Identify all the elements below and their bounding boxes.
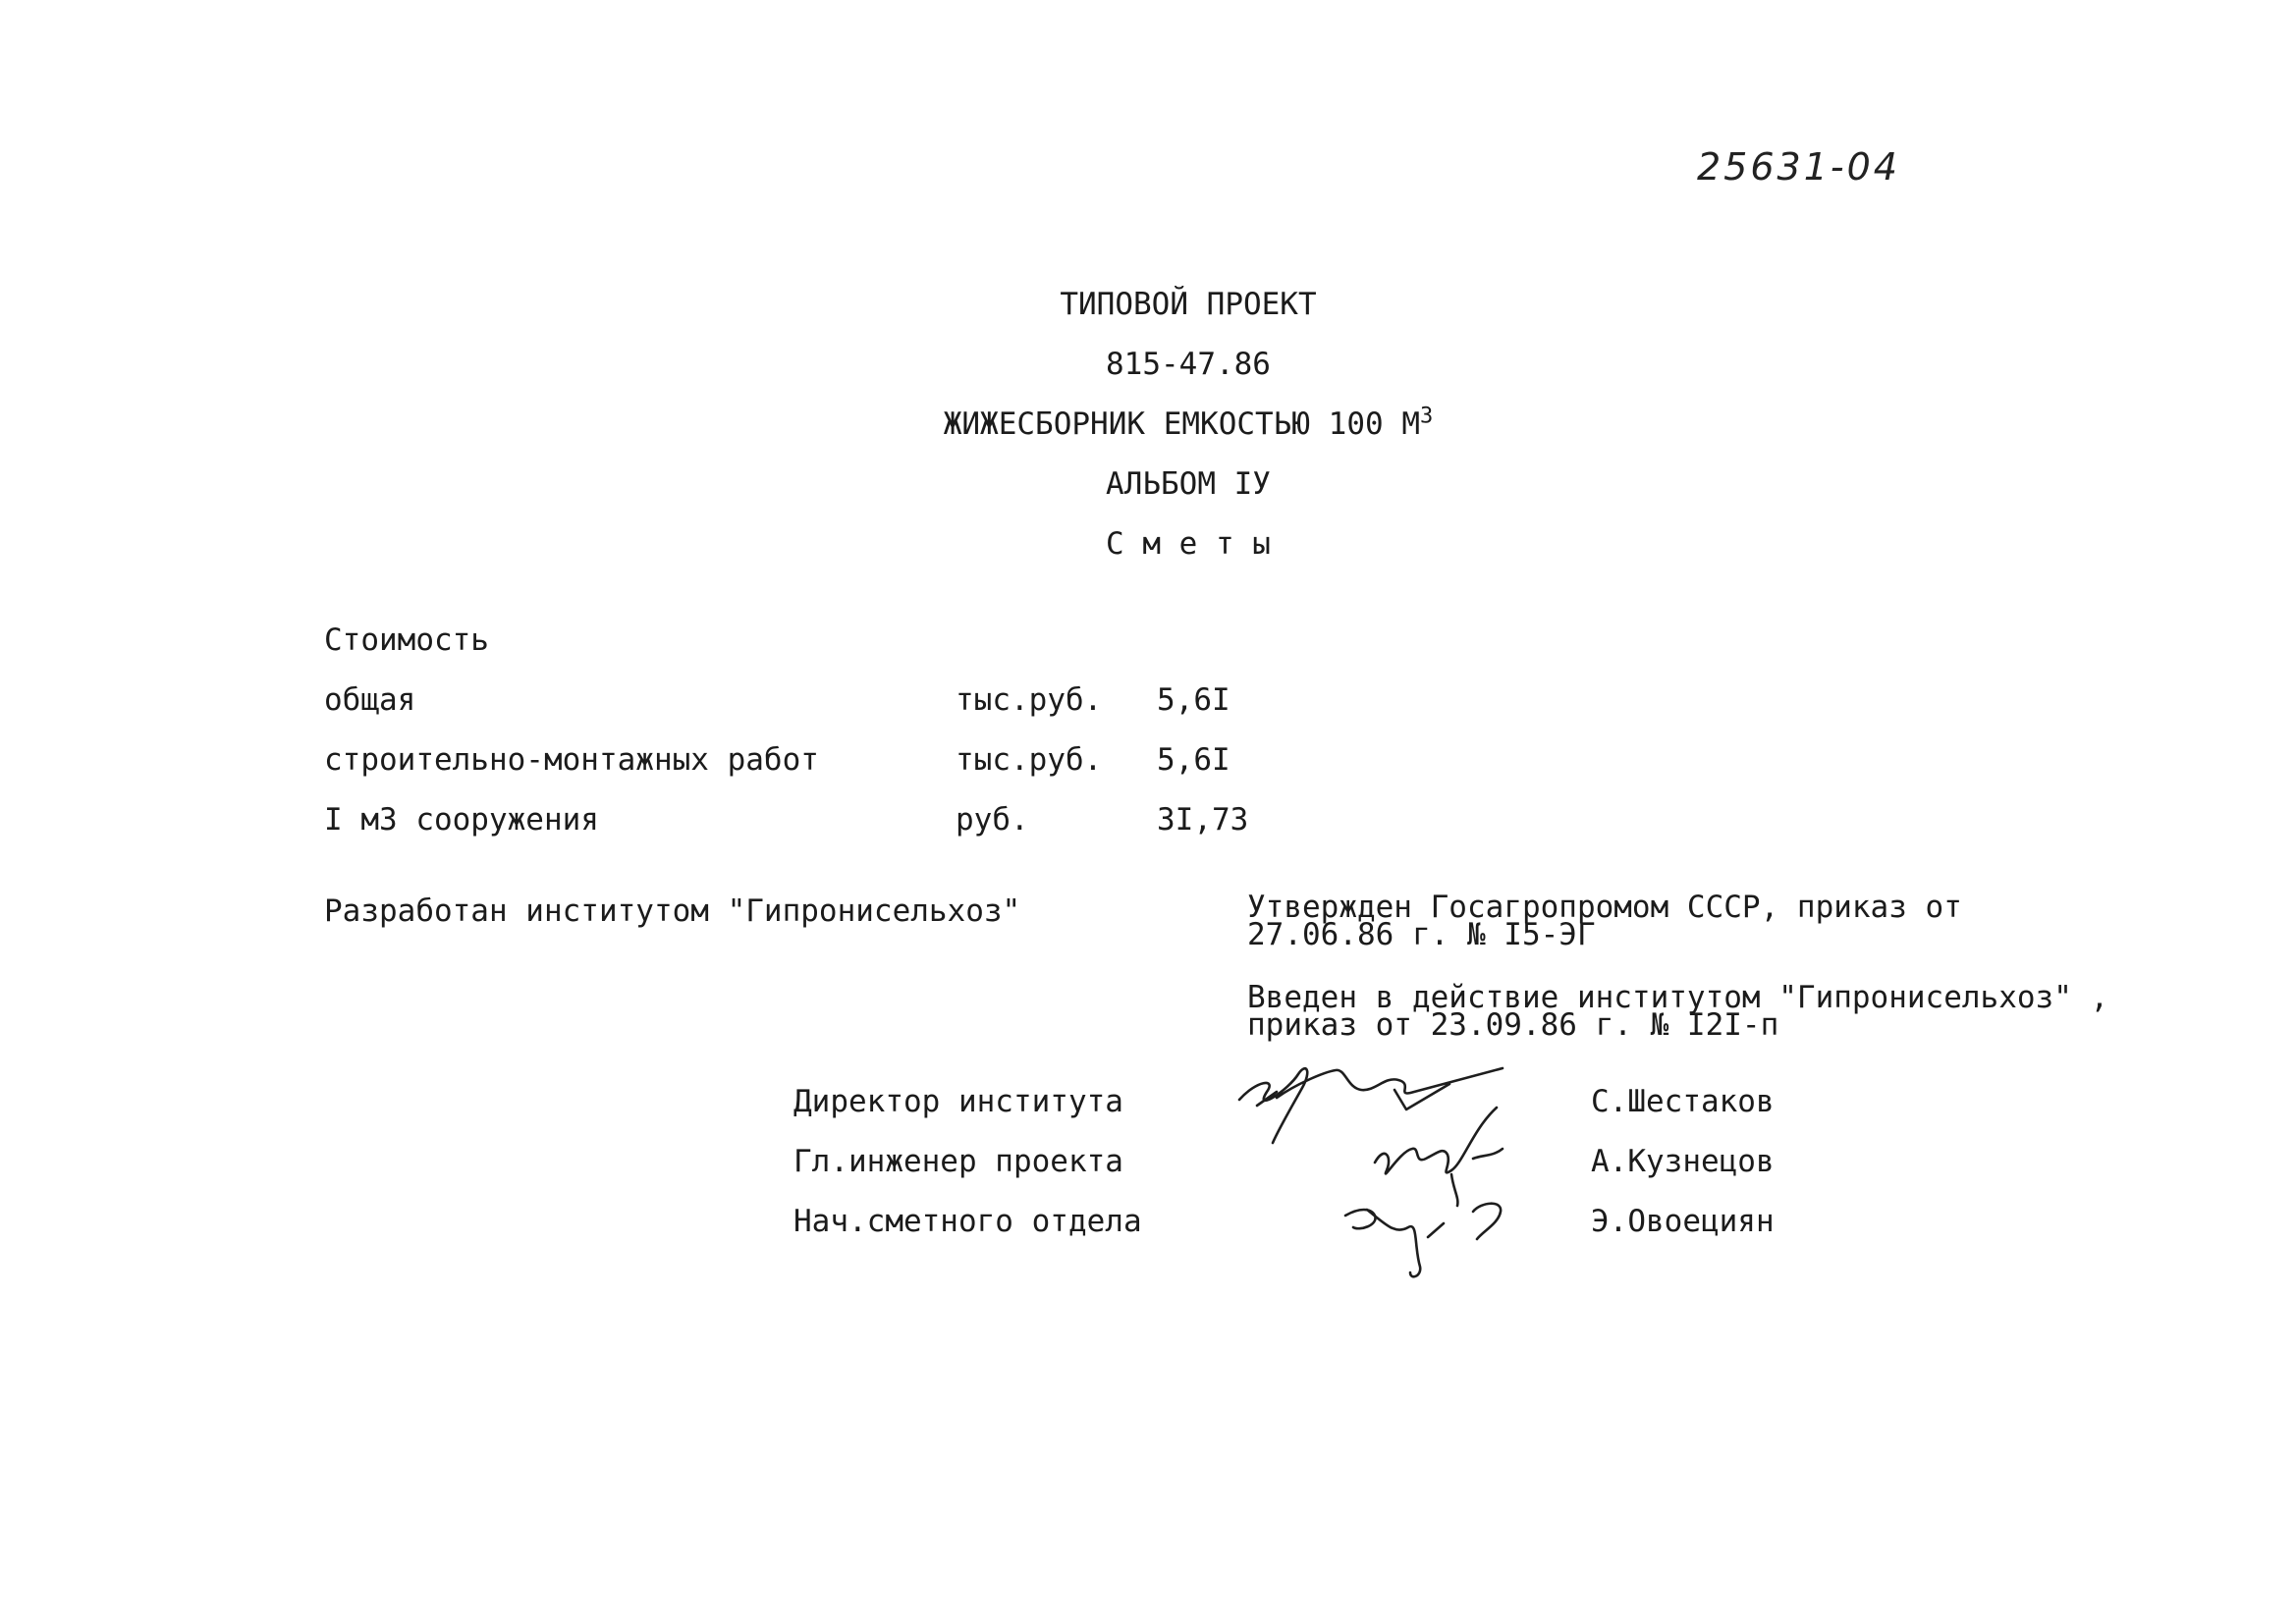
cost-row-label: I м3 сооружения: [324, 802, 599, 838]
signatory-role: Нач.сметного отдела: [793, 1204, 1142, 1239]
signatory-role: Директор института: [793, 1084, 1123, 1119]
signature-chief-engineer: [1375, 1108, 1503, 1206]
document-number: 25631-04: [1697, 145, 1900, 189]
approved-line-2: 27.06.86 г. № I5-ЭГ: [1247, 917, 1596, 952]
signature-director: [1239, 1068, 1503, 1143]
section-title: С м е т ы: [1106, 526, 1271, 562]
project-type-title: ТИПОВОЙ ПРОЕКТ: [1060, 287, 1317, 322]
approved-line-1: Утвержден Госагропромом СССР, приказ от: [1247, 890, 1962, 925]
introduced-line-2: приказ от 23.09.86 г. № I2I-п: [1247, 1007, 1779, 1043]
cost-row-label: общая: [324, 682, 416, 718]
cost-row-unit: тыс.руб.: [956, 742, 1103, 778]
project-name-superscript: 3: [1420, 404, 1434, 429]
signatory-name: С.Шестаков: [1591, 1084, 1775, 1119]
cost-row-value: 3I,73: [1157, 802, 1249, 838]
cost-row-value: 5,6I: [1157, 742, 1230, 778]
signatory-name: А.Кузнецов: [1591, 1144, 1775, 1179]
cost-row-label: строительно-монтажных работ: [324, 742, 819, 778]
album-title: АЛЬБОМ IУ: [1106, 466, 1271, 502]
cost-row-unit: руб.: [956, 802, 1029, 838]
signatory-name: Э.Овоециян: [1591, 1204, 1775, 1239]
cost-row-unit: тыс.руб.: [956, 682, 1103, 718]
cost-heading: Стоимость: [324, 622, 489, 658]
signatory-role: Гл.инженер проекта: [793, 1144, 1123, 1179]
cost-row-value: 5,6I: [1157, 682, 1230, 718]
developed-by: Разработан институтом "Гипронисельхоз": [324, 893, 1021, 929]
project-code: 815-47.86: [1106, 347, 1271, 382]
signature-estimate-head: [1345, 1204, 1501, 1277]
introduced-line-1: Введен в действие институтом "Гипронисельхоз" ,: [1247, 980, 2109, 1015]
project-name-text: ЖИЖЕСБОРНИК ЕМКОСТЬЮ 100 М: [943, 406, 1420, 442]
